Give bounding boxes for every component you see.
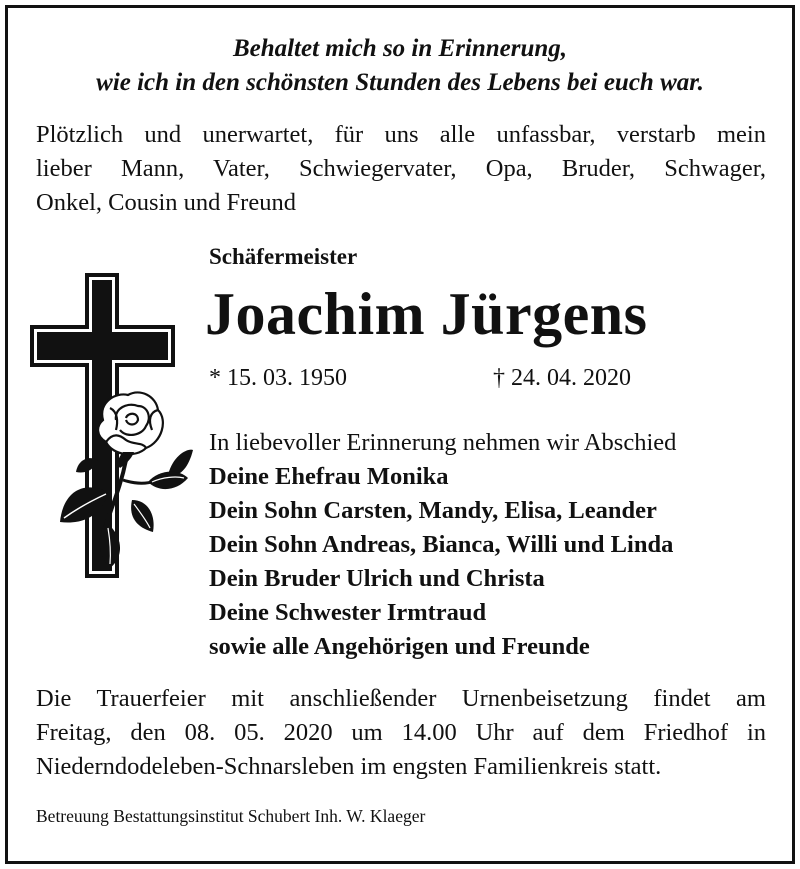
deceased-name: Joachim Jürgens [205, 281, 648, 347]
mourner-line: Dein Sohn Andreas, Bianca, Willi und Linda [209, 531, 674, 558]
motto-line-1: Behaltet mich so in Erinnerung, [232, 35, 568, 62]
motto-line-2: wie ich in den schönsten Stunden des Lebens bei euch war. [96, 69, 704, 96]
mourner-line: Deine Schwester Irmtraud [209, 599, 487, 626]
birth-date: * 15. 03. 1950 [209, 365, 347, 391]
intro-line-2: lieber Mann, Vater, Schwiegervater, Opa, Bruder, Schwager, [36, 155, 766, 182]
mourner-line: Dein Bruder Ulrich und Christa [209, 565, 545, 592]
death-date: † 24. 04. 2020 [493, 365, 631, 391]
mourner-line: Deine Ehefrau Monika [209, 463, 449, 490]
deceased-title: Schäfermeister [209, 244, 358, 269]
funeral-line-3: Niederndodeleben-Schnarsleben im engsten Familienkreis statt. [36, 753, 662, 780]
farewell-text: In liebevoller Erinnerung nehmen wir Abschied [209, 429, 677, 456]
cross-with-rose-icon [28, 270, 198, 580]
intro-line-1: Plötzlich und unerwartet, für uns alle unfassbar, verstarb mein [36, 121, 766, 148]
intro-line-3: Onkel, Cousin und Freund [36, 189, 296, 216]
funeral-home-credit: Betreuung Bestattungsinstitut Schubert Inh. W. Klaeger [36, 806, 426, 826]
funeral-text [36, 682, 766, 784]
intro-text [36, 118, 766, 220]
mourner-line: Dein Sohn Carsten, Mandy, Elisa, Leander [209, 497, 657, 524]
funeral-line-2: Freitag, den 08. 05. 2020 um 14.00 Uhr auf dem Friedhof in [36, 719, 766, 746]
funeral-line-1: Die Trauerfeier mit anschließender Urnenbeisetzung findet am [36, 685, 766, 712]
mourner-line: sowie alle Angehörigen und Freunde [209, 633, 590, 660]
